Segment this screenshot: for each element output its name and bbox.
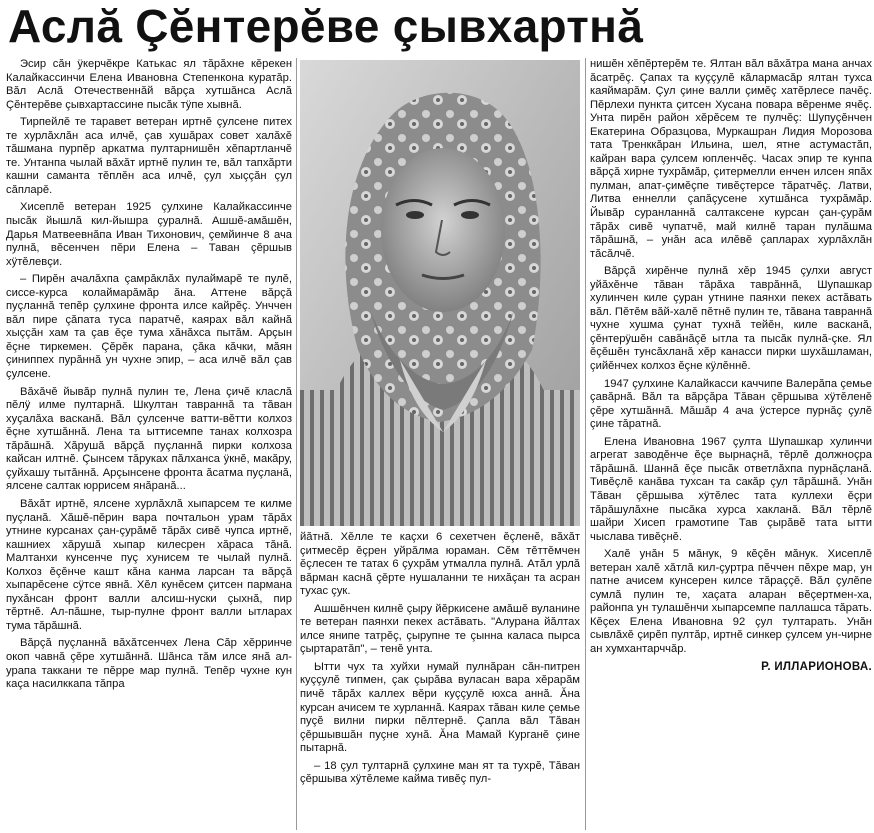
paragraph: Вăхăт иртнĕ, ялсене хурлăхлă хыпарсем те килме пуçланă. Хăшĕ-пĕрин вара почтальон урам тăрăх утнине курсанах çан-çурăмĕ тăрăх сивĕ чупса иртнĕ, кашниех хăрушă хыпар килесрен хăраса тăнă. Малтанхи кунсенче пуç хунисем те чылай пулнă. Колхоз ĕçĕнче кашт кăна канма ларсан та вăрçă хыпарĕсене сÿтсе явнă. Хĕл кунĕсем çитсен пармана пухăнсан фронт валли алсиш-нуски çыхнă, пир тĕртнĕ. Ал-пăшне, тыр-пулне фронт валли ытларах тума тăрăшнă. [6, 497, 292, 632]
paragraph: нишĕн хĕпĕртерĕм те. Ялтан вăл вăхăтра мана анчах ăсатрĕç. Çапах та куççулĕ кăлармасăр ялтан тухса каяймарăм. Çул çине валли çимĕç хатĕрлесе пачĕç. Пĕрлехи пункта çитсен Хусана повара вĕренме ячĕç. Унта пирĕн район хĕрĕсем те пулчĕç: Шупуçĕнчен Екатерина Образцова, Муркашран Лидия Морозова тата Тренккăран Ильина, шел, ятне астумастăп, кайран вара çулсем юпленчĕç. Часах эпир те кунпа вăрçă хирне тухрăмăр, çитермелли енчен илсен япăх пулман, апат-çимĕçпе тивĕçтерсе тăратчĕç. Латви, Литва еннелли çапăçусене хутшăнса тухрăмăр. Йывăр суранланнă салтаксене курсан çан-çурăм тăрăх сивĕ чупатчĕ, май килнĕ таран пулăшма тăрăшнă, – унăн аса илĕвĕ çапларах хурлăхлăн тăсăлчĕ. [590, 58, 872, 260]
article-column-left [6, 58, 292, 833]
paragraph: Хисеплĕ ветеран 1925 çулхине Калайкассинче пысăк йышлă кил-йышра çуралнă. Ашшĕ-амăшĕн, Дарья Матвеевнăпа Иван Тихонович, çемйинче 8 ача пулнă, вĕсенчен пĕри Елена – Таван çĕршыв хÿтĕлевçи. [6, 201, 292, 268]
paragraph: Елена Ивановна 1967 çулта Шупашкар хулинчи агрегат заводĕнче ĕçе вырнаçнă, тĕрлĕ должноçра тăрăшнă. Шаннă ĕçе пысăк ответлăхпа пурнăçланă. Тивĕçлĕ канăва тухсан та сакăр çул тăрăшнă. Унăн Тăван çĕршыва хÿтĕлес тата куллехи ĕçри тăрăшулăхне пысăка хурса хакланă. Вăл тĕрлĕ шайри Хисеп грамотипе Тав çырăвĕ тата ытти чыслава тивĕçнĕ. [590, 435, 872, 543]
paragraph: Ашшĕнчен килнĕ çыру йĕркисене амăшĕ вуланине те ветеран паянхи пекех астăвать. "Алурана йăлтах илсе янипе татрĕç, çырупне те çынна каласа пырса çыртаратăп", – тенĕ унта. [300, 602, 580, 656]
paragraph: Ытти чух та хуйхи нумай пулнăран сăн-питрен куççулĕ типмен, çак çырăва вуласан вара хĕрарăм пичĕ тăрăх каллех вĕри куççулĕ юхса аннă. Ăна курсан ачисем те хурланнă. Каярах тăван киле çемье пуçĕ вилни пирки пĕлтернĕ. Çапла вăл Тăван çĕршывшăн пуçне хунă. Ăна Мамай Курганĕ çине пытарнă. [300, 660, 580, 755]
paragraph: Вăхăчĕ йывăр пулнă пулин те, Лена çичĕ класлă пĕлÿ илме пултарнă. Шкултан тавраннă та тăван хуçалăха васканă. Вăл çулсенче ватти-вĕтти колхоз ĕçне хутшăннă. Лена та ыттисемпе танах колхозра тăрăшнă. Хăрушă вăрçă пуçланнă пирки колхоза кайсан илтнĕ. Çынсем тăруках пăлханса ÿкнĕ, макăру, çуйхашу тытăннă. Арçынсене фронта ăсатма пуçланă, ялсене салтак юррисем янăранă... [6, 385, 292, 493]
portrait-illustration [300, 60, 580, 526]
column-divider [296, 58, 297, 830]
article-column-middle [300, 531, 580, 833]
paragraph: Эсир сăн ÿкерчĕкре Катькас ял тăрăхне кĕрекен Калайкассинчи Елена Ивановна Степенкона куратăр. Вăл Аслă Отечественнăй вăрçа хутшăнса Аслă Çĕнтерĕве çывхартассине пысăк тÿпе хывнă. [6, 58, 292, 111]
paragraph: Тирпейлĕ те таравет ветеран иртнĕ çулсене питех те хурлăхлăн аса илчĕ, çав хушăрах совет халăхĕ тăшмана пурпĕр аркатма пултарнишĕн хĕпартланчĕ те. Унтанпа чылай вăхăт иртнĕ пулин те, вăл тапхăрти кашни саманта тĕплĕн аса илчĕ, çул хыççăн çул сăпларĕ. [6, 116, 292, 196]
portrait-photo [300, 60, 580, 526]
paragraph: Вăрçă пуçланнă вăхăтсенчех Лена Сăр хĕрринче окоп чавнă çĕре хутшăннă. Шăнса тăм илсе янă ал-урапа таккани те пĕрре мар пулнă. Тепĕр чухне кун каça насилккапа тăпра [6, 637, 292, 691]
column-divider [585, 58, 586, 830]
paragraph: Халĕ унăн 5 мăнук, 9 кĕçĕн мăнук. Хисеплĕ ветеран халĕ хăтлă кил-çуртра пĕччен пĕхре мар, ун патне ачисем кунсерен килсе тăраççĕ. Вăл çулĕпе сумлă пулин те, хаçата аларан вĕçертмен-ха, районпа ун тулашĕнчи хыпарсемпе паллашса тăрать. Кĕçех Елена Ивановна 92 çул тултарать. Унăн сывлăхĕ çирĕп пултăр, иртнĕ синкер çулсем ун-чирне ан хумхантарччăр. [590, 548, 872, 655]
article-column-right [590, 58, 872, 833]
headline: Аслă Çĕнтерĕве çывхартнă [8, 0, 644, 52]
paragraph: Вăрçă хирĕнче пулнă хĕр 1945 çулхи август уйăхĕнче тăван тăрăха таврăннă, Шупашкар хулинчен киле çуран утнине паянхи пекех астăвать вăл. Пĕтĕм вăй-халĕ пĕтнĕ пулин те, тăвана тавраннă чухне хушма çунат тухнă тейĕн, киле васканă, çĕнтерÿшĕн савăнăçĕ ытла та пысăк пулнă-çке. Ял ĕçĕшĕн тунсăхланă хĕр канасси пирки шухăшламан, çийĕнчех колхоз ĕçне кÿлĕннĕ. [590, 265, 872, 373]
author-signature: Р. ИЛЛАРИОНОВА. [761, 660, 872, 673]
paragraph: 1947 çулхине Калайкасси каччипе Валерăпа çемье çавăрнă. Вăл та вăрçăра Тăван çĕршыва хÿтĕленĕ çĕре хутшăннă. Мăшăр 4 ача ÿстерсе пурнăç çулĕ çине тăратнă. [590, 377, 872, 431]
paragraph: – 18 çул тултарнă çулхине ман ят та тухрĕ, Тăван çĕршыва хÿтĕлеме кайма тивĕç пул- [300, 759, 580, 786]
paragraph: йăтнă. Хĕлле те каçхи 6 сехетчен ĕçленĕ, вăхăт çитмесĕр ĕçрен уйрăлма юраман. Сĕм тĕттĕмчен ĕçлесен те татах 6 çухрăм утмалла пулнă. Атăл урлă вăрман каснă çĕрте нушаланни те нихăçан та асран тухас çук. [300, 531, 580, 598]
paragraph: – Пирĕн ачалăхпа çамрăклăх пулаймарĕ те пулĕ, сиссе-курса колаймарăмăр ăна. Аттене вăрçă пуçланнă тепĕр çулхине фронта илсе кайрĕç. Унччен вăл пире çăпата туса паратчĕ, каярах вăл кайнă хыççăн хам та çав ĕçе тума хăнăхса пытăм. Арçын ĕçне тиркемен. Çĕрĕк парана, çăка кăчки, мăян çиниппех пурăннă ун чухне эпир, – аса илчĕ вăл çав çулсене. [6, 273, 292, 381]
